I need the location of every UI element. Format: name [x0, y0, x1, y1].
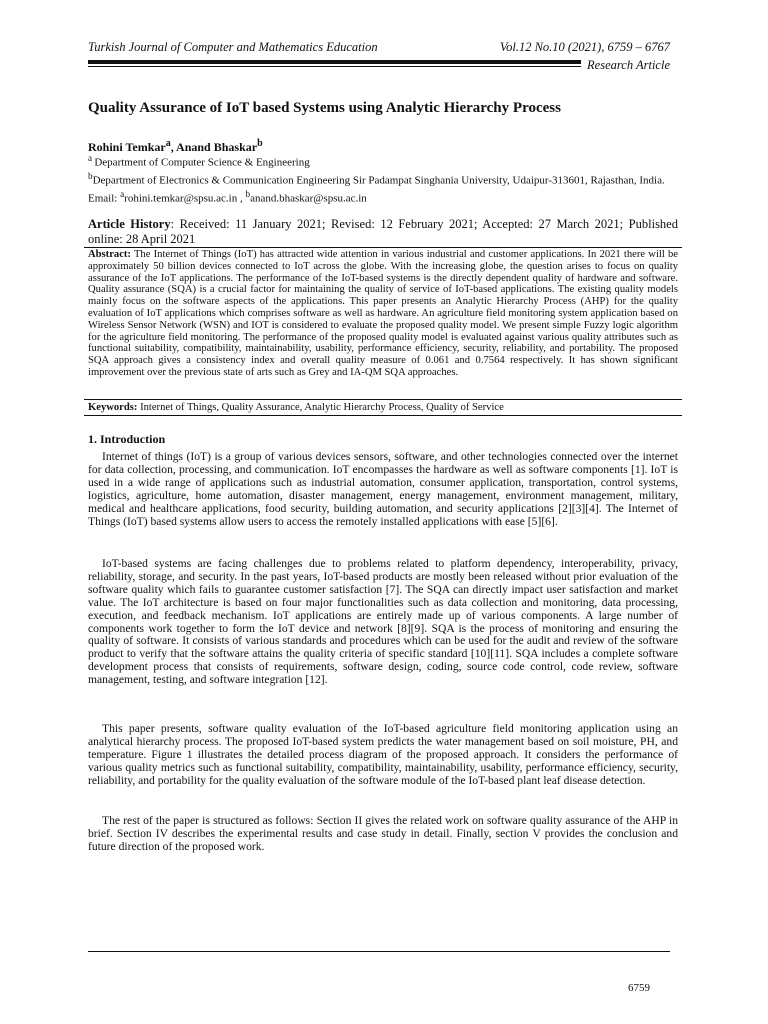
article-history — [88, 217, 678, 246]
body-paragraph: This paper presents, software quality evaluation of the IoT-based agriculture field monitoring application using an analytical hierarchy process. The proposed IoT-based system predicts the water management based on soil moisture, PH, and temperature. Figure 1 illustrates the detailed process diagram of the proposed approach. It considers the performance of various quality metrics such as functional suitability, compatibility, maintainability, usability, performance efficiency, security, reliability, and portability for the quality evaluation of the software module of the IoT-based plant leaf disease detection. — [88, 722, 678, 787]
affil-mark: b — [88, 170, 93, 181]
author-name: Anand Bhaskar — [176, 140, 258, 154]
keywords — [88, 402, 678, 413]
abstract — [88, 249, 678, 379]
keywords-rule — [84, 415, 682, 416]
affil-mark: a — [120, 188, 125, 199]
affiliation-a — [88, 152, 678, 170]
article-type: Research Article — [581, 58, 670, 73]
body-paragraph: The rest of the paper is structured as follows: Section II gives the related work on software quality assurance of the AHP in brief. Section IV describes the experimental results and case study in detail. Finally, section V provides the conclusion and future direction of the proposed work. — [88, 814, 678, 853]
author-affil-mark: a — [165, 138, 171, 149]
body-paragraph: Internet of things (IoT) is a group of various devices sensors, software, and other technologies connected over the internet for data collection, processing, and communication. IoT encompasses the hardware as well as software components [1]. IoT is used in a wide range of applications such as industrial automation, consumer application, transportation, control systems, logistics, agriculture, home automation, disaster management, energy management, environment management, military, medical and healthcare applications, food security, building automation, and security applications [2][3][4]. The Internet of Things (IoT) based systems allow users to access the remotely installed applications with ease [5][6]. — [88, 450, 678, 528]
author-affil-mark: b — [257, 138, 263, 149]
section-heading: 1. Introduction — [88, 432, 166, 446]
affiliations — [88, 152, 678, 206]
email-line — [88, 188, 678, 206]
abstract-label: Abstract: — [88, 249, 131, 260]
email-label: Email: — [88, 192, 121, 205]
volume-pages: Vol.12 No.10 (2021), 6759 – 6767 — [499, 40, 670, 54]
author-separator: , — [170, 140, 177, 154]
keywords-text: Internet of Things, Quality Assurance, Analytic Hierarchy Process, Quality of Service — [137, 402, 504, 413]
abstract-rule-bottom — [84, 399, 682, 400]
keywords-label: Keywords: — [88, 402, 138, 413]
affiliation-text: Department of Computer Science & Engineering — [94, 156, 310, 169]
history-label: Article History — [88, 217, 171, 231]
affiliation-text: Department of Electronics & Communication Engineering Sir Padampat Singhania University, Udaipur-313601, Rajasthan, India. — [92, 174, 665, 187]
affil-mark: b — [245, 188, 251, 199]
paper-title: Quality Assurance of IoT based Systems using Analytic Hierarchy Process — [88, 100, 561, 116]
email-a: rohini.temkar@spsu.ac.in , — [124, 192, 246, 205]
affiliation-b — [88, 170, 678, 188]
affil-mark: a — [88, 153, 95, 163]
abstract-rule-top — [84, 247, 682, 248]
body-paragraph: IoT-based systems are facing challenges due to problems related to platform dependency, interoperability, privacy, reliability, storage, and security. In the past years, IoT-based products are mostly been released without prior evaluation of the software quality which fails to guarantee customer satisfaction [7]. The SQA can directly impact user satisfaction and market value. The IoT architecture is based on four major functionalities such as data collection and monitoring, data processing, execution, and feedback mechanism. IoT applications are entirely made up of various components. A large number of components work together to form the IoT device and network [8][9]. SQA is the process of monitoring and ensuring the quality of software. It consists of various standards and procedures which can be used for the audit and review of the software product to verify that the software attains the quality criteria of specific standard [10][11]. SQA includes a complete software development process that consists of requirements, software design, coding, source code control, code review, software management, testing, and software integration [12]. — [88, 557, 678, 687]
page-number: 6759 — [628, 982, 650, 994]
history-text: : Received: 11 January 2021; Revised: 12 February 2021; Accepted: 27 March 2021; Published online: 28 April 2021 — [88, 217, 678, 246]
journal-name: Turkish Journal of Computer and Mathematics Education — [88, 40, 378, 54]
email-b: anand.bhaskar@spsu.ac.in — [250, 192, 367, 205]
author-name: Rohini Temkar — [88, 140, 166, 154]
footer-rule — [88, 951, 670, 952]
abstract-text: The Internet of Things (IoT) has attracted wide attention in various industrial and customer applications. In 2021 there will be approximately 50 billion devices connected to IoT across the globe. With the increasing globe, the question arises to focus on quality assurance of the IoT applications. The performance of the IoT-based systems is the directly dependent quality of hardware and software. Quality assurance (SQA) is a crucial factor for maintaining the quality of service of IoT-based applications. The existing quality models mainly focus on the software aspects of the applications. This paper presents an Analytic Hierarchy Process (AHP) for the quality evaluation of IoT applications which comprises software as well as hardware. An agriculture field monitoring system application based on Wireless Sensor Network (WSN) and IOT is considered to evaluate the proposed quality model. We present simple Fuzzy logic algorithm for the agriculture field monitoring. The performance of the proposed quality model is evaluated against various quality attributes such as functional suitability, compatibility, maintainability, usability, performance efficiency, security, reliability, and portability. The proposed SQA approach gives a consistency index and overall quality measure of 0.061 and 0.7564 respectively. It has shown significant improvement over the previous state of arts such as Grey and IA-QM SQA approaches. — [88, 249, 678, 378]
